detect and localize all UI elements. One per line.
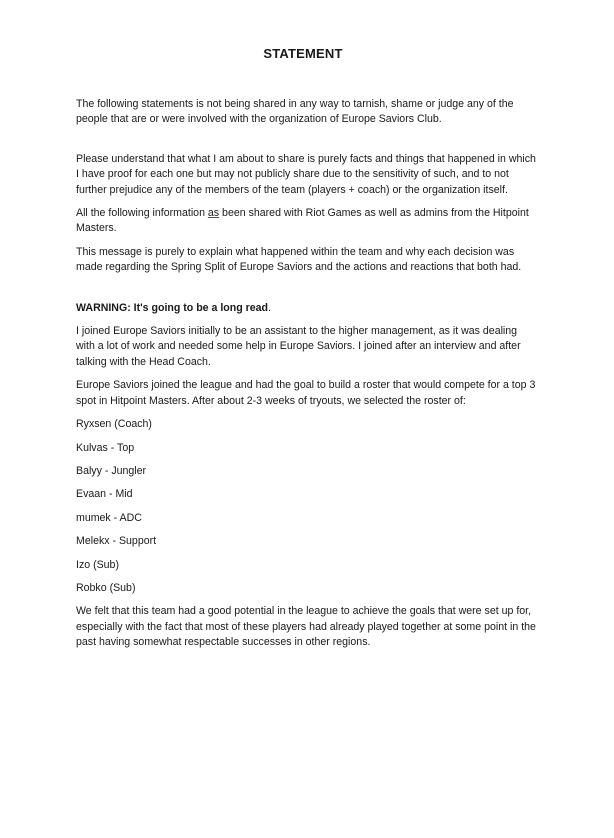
roster-item: Robko (Sub) [76, 581, 136, 594]
roster-item: Evaan - Mid [76, 488, 133, 501]
roster-list [76, 417, 536, 596]
roster-item: Izo (Sub) [76, 558, 119, 571]
conclusion-paragraph: We felt that this team had a good potential in the league to achieve the goals that were set up for, especially with the fact that most of these players had already played together at some point in the past having somewhat respectable successes in other regions. [76, 605, 536, 649]
roster-item: Kulvas - Top [76, 441, 135, 454]
roster-item: mumek - ADC [76, 511, 142, 524]
joined-paragraph: I joined Europe Saviors initially to be an assistant to the higher management, as it was dealing with a lot of work and needed some help in Europe Saviors. I joined after an interview and after talking with the Head Coach. [76, 325, 521, 368]
roster-item: Ryxsen (Coach) [76, 418, 152, 431]
intro-paragraph: The following statements is not being shared in any way to tarnish, shame or judge any of the people that are or were involved with the organization of Europe Saviors Club. [76, 98, 514, 126]
roster-item: Melekx - Support [76, 535, 157, 548]
roster-item: Balyy - Jungler [76, 464, 147, 477]
shared-paragraph [76, 206, 536, 237]
warning-label: WARNING: It's going to be a long read [76, 301, 269, 314]
document-body [76, 97, 536, 651]
warning-end: . [268, 301, 271, 314]
facts-paragraph: Please understand that what I am about to share is purely facts and things that happened in which I have proof for each one but may not publicly share due to the sensitivity of such, and to not further prejudice any of the members of the team (players + coach) or the organization itself. [76, 152, 536, 196]
warning-paragraph [76, 301, 536, 316]
document-title: STATEMENT [263, 46, 343, 61]
purpose-paragraph: This message is purely to explain what happened within the team and why each decision was made regarding the Spring Split of Europe Saviors and the actions and reactions that both had. [76, 245, 522, 274]
league-paragraph: Europe Saviors joined the league and had the goal to build a roster that would compete for a top 3 spot in Hitpoint Masters. After about 2-3 weeks of tryouts, we selected the roster of: [76, 379, 536, 407]
flagged-word: as [207, 207, 220, 220]
shared-text-end: been shared with Riot Games as well as admins from the Hitpoint Masters. [76, 207, 529, 235]
shared-text-start: All the following information [76, 207, 208, 220]
